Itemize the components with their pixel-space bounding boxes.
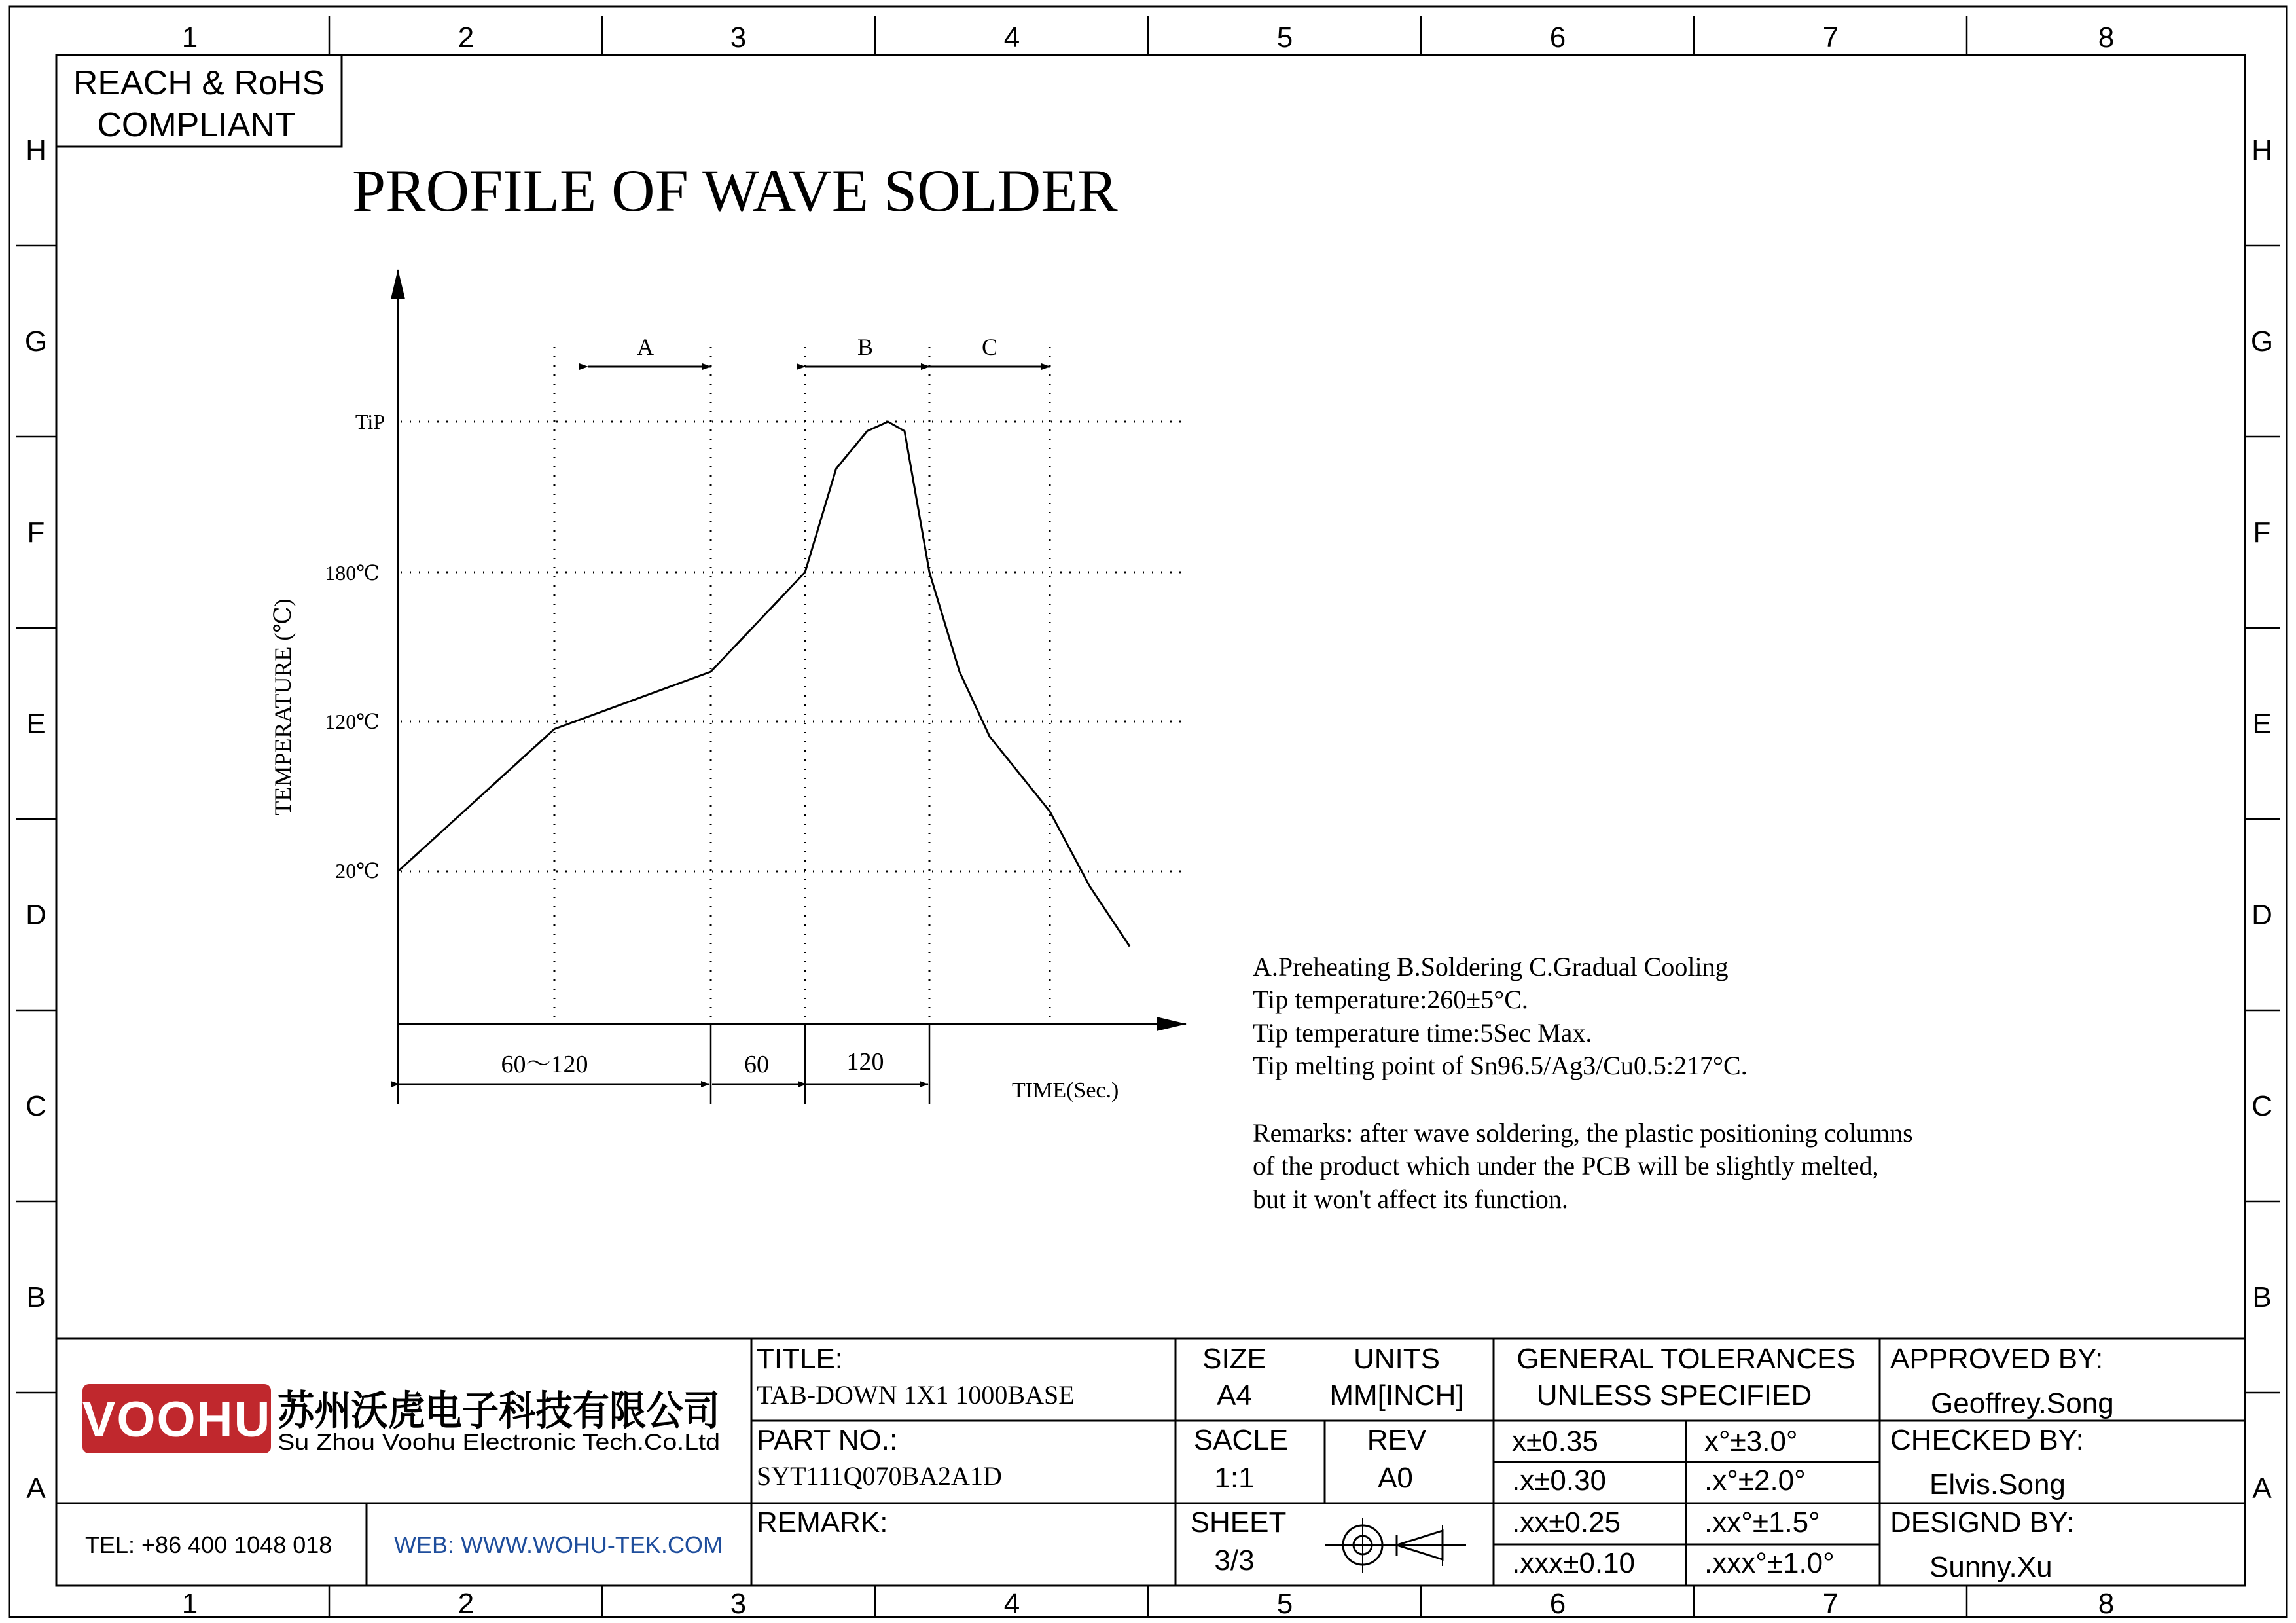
profile-curve-series (398, 422, 1130, 947)
rev-label: REV (1367, 1424, 1427, 1456)
row-label-right-C: C (2251, 1090, 2272, 1122)
tolerance-header-1: GENERAL TOLERANCES (1516, 1343, 1856, 1375)
row-label-left-H: H (26, 134, 46, 166)
units-value: MM[INCH] (1329, 1379, 1464, 1412)
row-label-left-D: D (26, 899, 46, 931)
time-seg-label-2: 60 (744, 1051, 769, 1078)
tolerance-angular-3: .xxx°±1.0° (1704, 1547, 1835, 1579)
col-label-top-1: 1 (181, 22, 198, 54)
col-label-bottom-8: 8 (2098, 1588, 2115, 1620)
remarks-line-3: but it won't affect its function. (1253, 1184, 1568, 1214)
row-label-right-D: D (2251, 899, 2272, 931)
projection-symbol-icon (1325, 1518, 1466, 1573)
company-logo-text: VOOHU (82, 1392, 272, 1448)
row-label-left-G: G (24, 325, 48, 357)
note-line-3: Tip temperature time:5Sec Max. (1253, 1018, 1592, 1048)
temperature-gridlines (401, 422, 1186, 871)
row-label-right-A: A (2252, 1472, 2272, 1504)
row-label-right-H: H (2251, 134, 2272, 166)
contact-web: WEB: WWW.WOHU-TEK.COM (394, 1531, 723, 1558)
col-label-bottom-3: 3 (730, 1588, 747, 1620)
col-label-top-4: 4 (1003, 22, 1020, 54)
row-label-right-F: F (2253, 517, 2271, 549)
approved-by-label: APPROVED BY: (1890, 1343, 2104, 1375)
row-label-left-F: F (27, 517, 45, 549)
y-axis-label: TEMPERATURE (℃) (270, 598, 296, 816)
y-tick-label-120: 120℃ (325, 710, 380, 733)
time-seg-label-1: 60～120 (501, 1051, 588, 1078)
col-label-bottom-5: 5 (1276, 1588, 1293, 1620)
zone-label-a: A (637, 334, 654, 360)
approved-by-name: Geoffrey.Song (1931, 1387, 2114, 1419)
scale-value: 1:1 (1214, 1462, 1255, 1494)
sheet-label: SHEET (1190, 1506, 1287, 1539)
outer-frame (9, 7, 2287, 1617)
compliance-line1: REACH & RoHS (73, 64, 325, 102)
tolerance-linear-3: .xxx±0.10 (1512, 1547, 1636, 1579)
col-label-top-2: 2 (457, 22, 475, 54)
zone-label-c: C (981, 334, 998, 360)
remark-label: REMARK: (757, 1506, 888, 1539)
tolerance-linear-2: .xx±0.25 (1512, 1506, 1621, 1539)
rev-value: A0 (1378, 1462, 1413, 1494)
col-label-top-6: 6 (1549, 22, 1566, 54)
company-name-en: Su Zhou Voohu Electronic Tech.Co.Ltd (278, 1430, 720, 1455)
col-label-top-8: 8 (2098, 22, 2115, 54)
tolerance-angular-1: .x°±2.0° (1704, 1465, 1806, 1497)
designed-by-label: DESIGND BY: (1890, 1506, 2075, 1539)
row-label-right-G: G (2250, 325, 2274, 357)
units-label: UNITS (1354, 1343, 1440, 1375)
compliance-line2: COMPLIANT (97, 106, 296, 144)
row-label-left-B: B (26, 1281, 46, 1313)
tolerance-angular-2: .xx°±1.5° (1704, 1506, 1820, 1539)
time-seg-label-3: 120 (846, 1048, 884, 1076)
remarks-line-1: Remarks: after wave soldering, the plastic positioning columns (1253, 1118, 1913, 1148)
x-axis-label: TIME(Sec.) (1012, 1078, 1119, 1103)
zone-label-b: B (857, 334, 874, 360)
y-tick-label-180: 180℃ (325, 561, 380, 585)
col-label-top-5: 5 (1276, 22, 1293, 54)
size-value: A4 (1217, 1379, 1252, 1412)
tolerance-angular-0: x°±3.0° (1704, 1425, 1798, 1457)
col-label-top-7: 7 (1822, 22, 1839, 54)
checked-by-name: Elvis.Song (1929, 1468, 2066, 1501)
row-label-left-E: E (26, 708, 46, 740)
row-label-left-C: C (26, 1090, 46, 1122)
tolerance-header-2: UNLESS SPECIFIED (1536, 1379, 1812, 1412)
tolerance-linear-1: .x±0.30 (1512, 1465, 1607, 1497)
row-label-right-E: E (2252, 708, 2272, 740)
col-label-top-3: 3 (730, 22, 747, 54)
y-tick-label-20: 20℃ (335, 859, 380, 883)
company-name-cn: 苏州沃虎电子科技有限公司 (278, 1389, 720, 1434)
col-label-bottom-1: 1 (181, 1588, 198, 1620)
note-line-1: A.Preheating B.Soldering C.Gradual Cooling (1253, 952, 1729, 981)
part-no-value: SYT111Q070BA2A1D (757, 1461, 1002, 1491)
contact-tel: TEL: +86 400 1048 018 (85, 1531, 332, 1558)
remarks-line-2: of the product which under the PCB will be slightly melted, (1253, 1151, 1879, 1180)
y-tick-label-tip: TiP (355, 410, 385, 433)
drawing-title: PROFILE OF WAVE SOLDER (352, 157, 1118, 224)
tolerance-linear-0: x±0.35 (1512, 1425, 1598, 1457)
col-label-bottom-4: 4 (1003, 1588, 1020, 1620)
scale-label: SACLE (1193, 1424, 1289, 1456)
column-ticks (329, 16, 1967, 1617)
part-no-label: PART NO.: (757, 1424, 898, 1456)
title-block (56, 1338, 2245, 1586)
zone-gridlines (554, 347, 1050, 1021)
note-line-2: Tip temperature:260±5°C. (1253, 985, 1528, 1014)
note-line-4: Tip melting point of Sn96.5/Ag3/Cu0.5:217°C. (1253, 1051, 1748, 1080)
row-label-left-A: A (26, 1472, 46, 1504)
row-label-right-B: B (2252, 1281, 2272, 1313)
title-label: TITLE: (757, 1343, 844, 1375)
title-value: TAB-DOWN 1X1 1000BASE (757, 1380, 1075, 1410)
designed-by-name: Sunny.Xu (1929, 1551, 2053, 1583)
size-label: SIZE (1202, 1343, 1266, 1375)
checked-by-label: CHECKED BY: (1890, 1424, 2084, 1456)
col-label-bottom-2: 2 (457, 1588, 475, 1620)
profile-chart (270, 270, 1186, 1104)
col-label-bottom-6: 6 (1549, 1588, 1566, 1620)
sheet-value: 3/3 (1214, 1544, 1255, 1577)
col-label-bottom-7: 7 (1822, 1588, 1839, 1620)
